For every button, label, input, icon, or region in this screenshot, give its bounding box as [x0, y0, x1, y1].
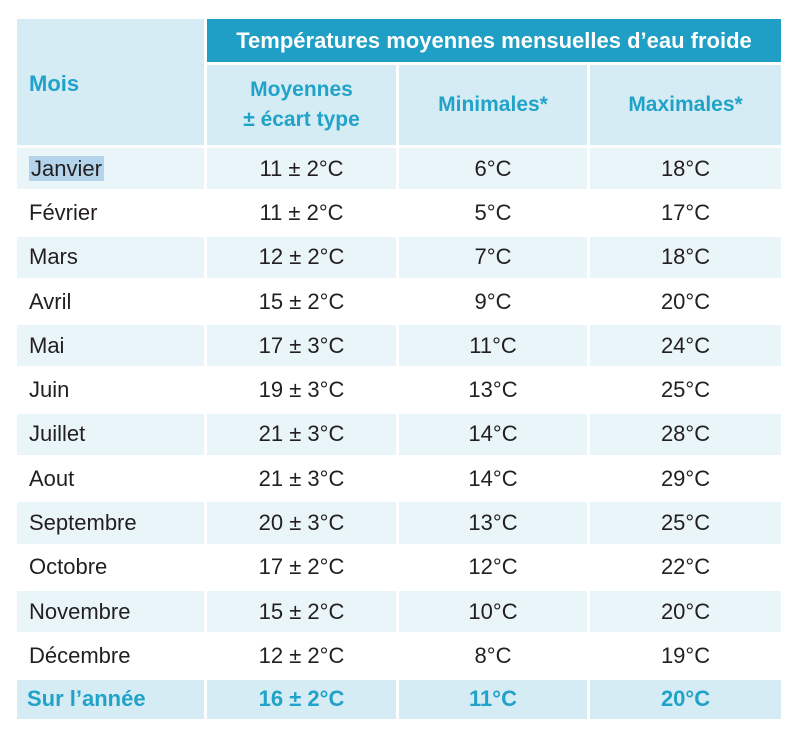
table-row [17, 281, 781, 322]
max-cell: 28°C [590, 414, 781, 455]
min-cell: 13°C [468, 377, 518, 403]
month-cell: Juillet [17, 414, 204, 455]
min-cell: 5°C [474, 199, 512, 225]
mean-cell: 17 ± 2°C [258, 554, 345, 580]
temperature-table-frame [14, 16, 782, 722]
max-cell: 29°C [660, 465, 711, 491]
min-cell: 7°C [399, 237, 587, 278]
selected-text[interactable]: Janvier [31, 155, 102, 181]
min-cell: 13°C [399, 502, 587, 543]
table-title: Températures moyennes mensuelles d’eau froide [207, 19, 781, 62]
min-cell: 14°C [468, 465, 518, 491]
mean-cell: 12 ± 2°C [258, 643, 345, 668]
max-cell: 25°C [660, 377, 711, 403]
table-row [17, 591, 781, 632]
table-row [17, 414, 781, 455]
table-row [17, 192, 781, 233]
min-cell: 11°C [399, 325, 587, 366]
table-row [17, 369, 781, 410]
month-cell: Octobre [29, 554, 108, 580]
min-cell: 12°C [468, 554, 518, 580]
mean-cell: 11 ± 2°C [207, 148, 396, 189]
month-cell: Mai [17, 325, 204, 366]
max-cell: 25°C [590, 502, 781, 543]
max-cell: 20°C [660, 288, 711, 314]
table-row [17, 635, 781, 676]
table-row [17, 502, 781, 543]
mean-cell: 17 ± 3°C [207, 325, 396, 366]
min-cell: 14°C [399, 414, 587, 455]
min-cell: 10°C [399, 591, 587, 632]
max-cell: 24°C [590, 325, 781, 366]
column-header-moyennes [207, 65, 396, 145]
min-cell: 9°C [474, 288, 512, 314]
table-row [17, 325, 781, 366]
month-cell: Septembre [17, 502, 204, 543]
column-header-minimales: Minimales* [399, 65, 587, 145]
month-cell: Décembre [29, 643, 131, 668]
mean-cell: 19 ± 3°C [258, 377, 345, 403]
month-cell: Juin [29, 377, 70, 403]
month-cell: Mars [17, 237, 204, 278]
month-cell: Avril [29, 288, 72, 314]
max-cell: 20°C [590, 591, 781, 632]
max-cell: 22°C [660, 554, 711, 580]
column-header-mois: Mois [17, 19, 204, 145]
max-cell: 19°C [660, 643, 711, 668]
mean-cell: 21 ± 3°C [258, 465, 345, 491]
min-cell: 6°C [399, 148, 587, 189]
max-cell: 17°C [660, 199, 711, 225]
mean-cell: 20 ± 3°C [207, 502, 396, 543]
annual-label: Sur l’année [17, 680, 204, 719]
month-cell: Aout [29, 465, 75, 491]
annual-mean: 16 ± 2°C [207, 680, 396, 719]
annual-min: 11°C [399, 680, 587, 719]
max-cell: 18°C [590, 237, 781, 278]
title-row [17, 19, 781, 62]
column-header-moyennes-line2: ± écart type [243, 108, 360, 132]
month-cell: Février [29, 199, 98, 225]
min-cell: 8°C [474, 643, 512, 668]
temperature-table [14, 16, 784, 722]
mean-cell: 12 ± 2°C [207, 237, 396, 278]
month-cell: Novembre [17, 591, 204, 632]
column-header-maximales: Maximales* [590, 65, 781, 145]
top-edge [0, 0, 800, 6]
max-cell: 18°C [590, 148, 781, 189]
annual-max: 20°C [590, 680, 781, 719]
mean-cell: 21 ± 3°C [207, 414, 396, 455]
mean-cell: 15 ± 2°C [258, 288, 345, 314]
table-row [17, 458, 781, 499]
mean-cell: 15 ± 2°C [207, 591, 396, 632]
column-header-moyennes-line1: Moyennes [250, 78, 353, 102]
table-row [17, 547, 781, 588]
annual-total-row [17, 680, 781, 719]
month-cell[interactable] [17, 148, 204, 189]
table-row [17, 237, 781, 278]
mean-cell: 11 ± 2°C [259, 199, 344, 225]
table-row [17, 148, 781, 189]
